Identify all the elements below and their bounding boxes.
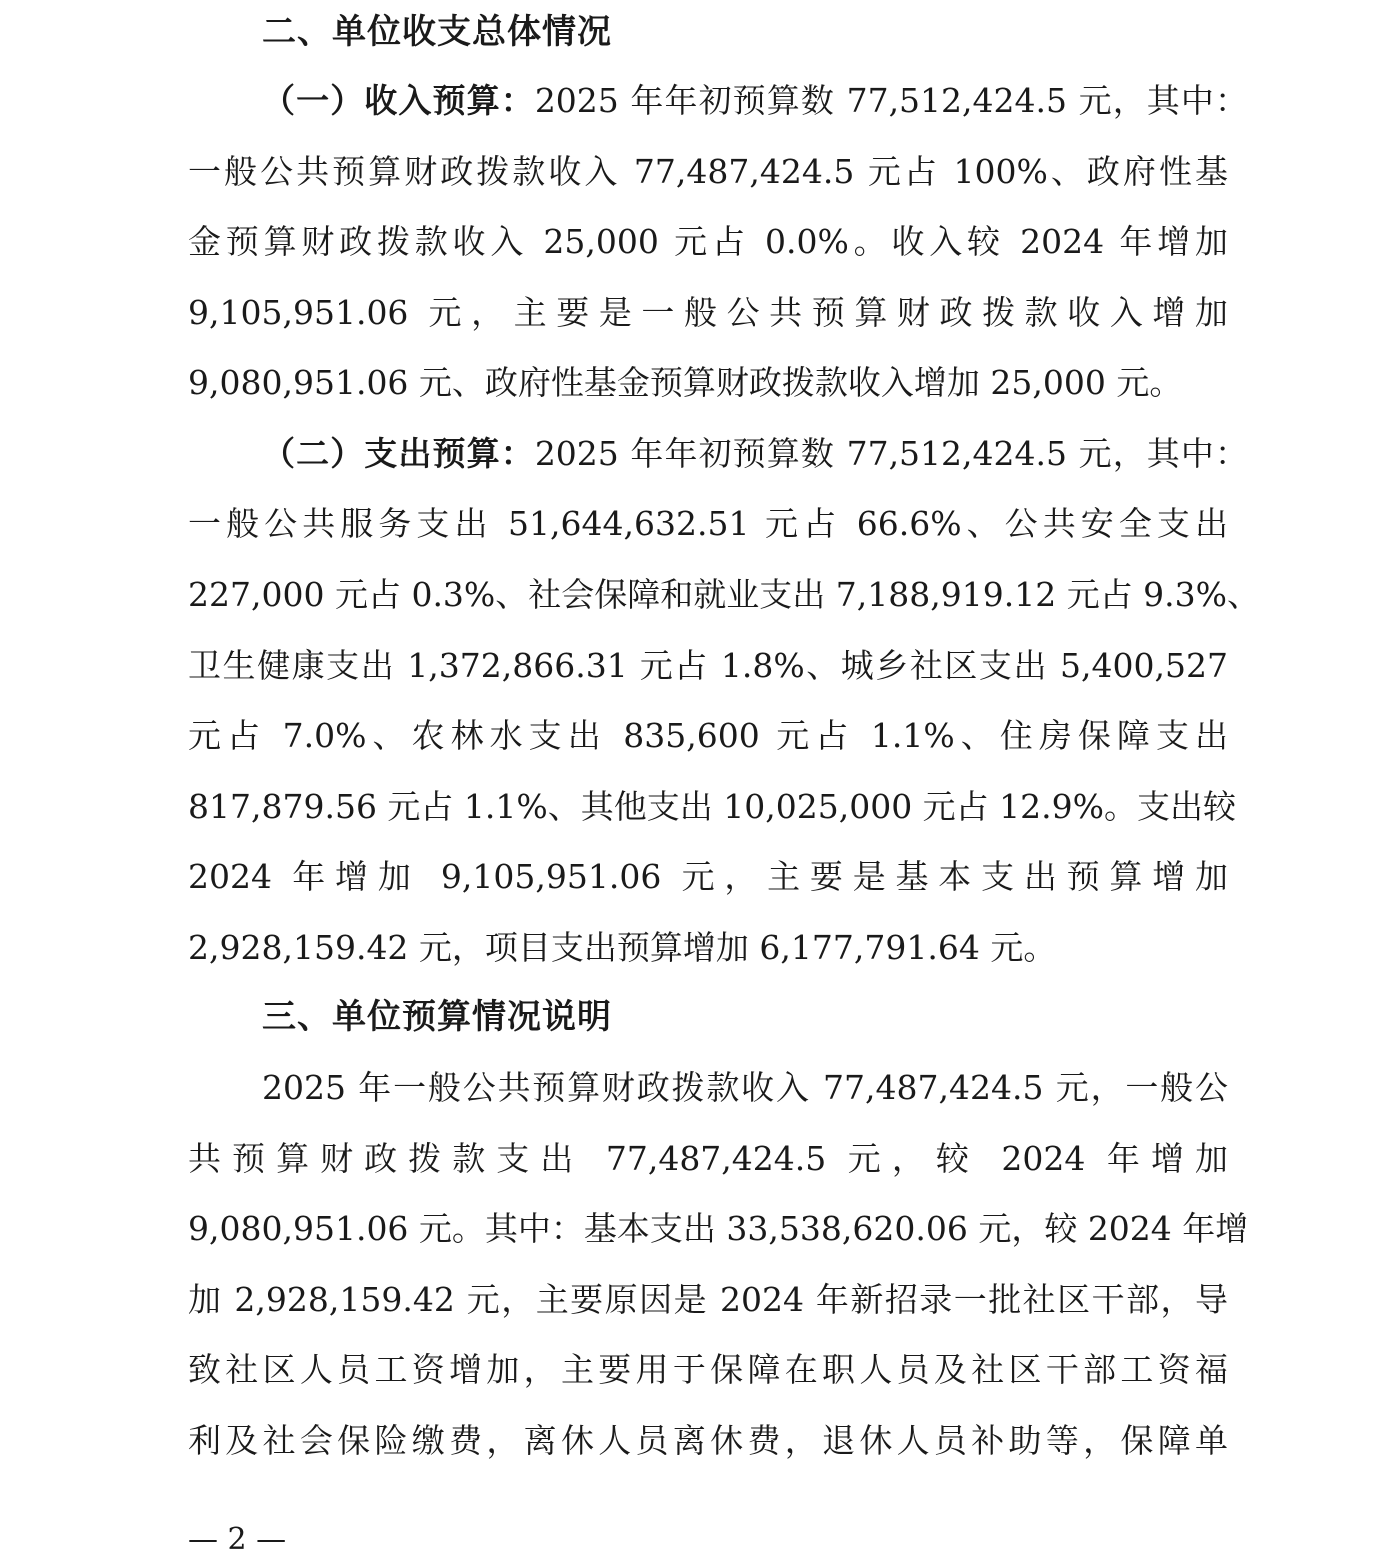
expense-paragraph-line: 一般公共服务支出 51,644,632.51 元占 66.6%、公共安全支出: [188, 504, 1228, 543]
expense-paragraph-line: 227,000 元占 0.3%、社会保障和就业支出 7,188,919.12 元占 9.3%、: [188, 575, 1261, 614]
expense-paragraph-line: 817,879.56 元占 1.1%、其他支出 10,025,000 元占 12.9%。支出较: [188, 787, 1237, 826]
budget-paragraph-line: 共预算财政拨款支出 77,487,424.5 元，较 2024 年增加: [188, 1139, 1228, 1178]
income-paragraph-line: 9,105,951.06 元，主要是一般公共预算财政拨款收入增加: [188, 293, 1228, 332]
expense-paragraph-line: [262, 433, 1248, 475]
expense-paragraph-line: 元占 7.0%、农林水支出 835,600 元占 1.1%、住房保障支出: [188, 716, 1228, 755]
budget-paragraph-line: 9,080,951.06 元。其中：基本支出 33,538,620.06 元，较 2024 年增: [188, 1209, 1249, 1248]
expense-first-text: 2025 年年初预算数 77,512,424.5 元，其中：: [534, 434, 1248, 473]
expense-paragraph-line: 卫生健康支出 1,372,866.31 元占 1.8%、城乡社区支出 5,400,527: [188, 646, 1228, 685]
expense-lead: （二）支出预算：: [262, 434, 535, 473]
section-heading-budget: 三、单位预算情况说明: [262, 997, 612, 1037]
income-first-text: 2025 年年初预算数 77,512,424.5 元，其中：: [534, 81, 1248, 120]
budget-paragraph-line: 致社区人员工资增加，主要用于保障在职人员及社区干部工资福: [188, 1350, 1228, 1389]
budget-paragraph-line: 2025 年一般公共预算财政拨款收入 77,487,424.5 元，一般公: [262, 1068, 1228, 1107]
expense-paragraph-line: 2024 年增加 9,105,951.06 元，主要是基本支出预算增加: [188, 857, 1228, 896]
income-paragraph-line: 金预算财政拨款收入 25,000 元占 0.0%。收入较 2024 年增加: [188, 222, 1228, 261]
income-paragraph-line: 9,080,951.06 元、政府性基金预算财政拨款收入增加 25,000 元。: [188, 363, 1183, 402]
expense-paragraph-line: 2,928,159.42 元，项目支出预算增加 6,177,791.64 元。: [188, 928, 1057, 967]
income-paragraph-line: [262, 80, 1248, 122]
budget-paragraph-line: 加 2,928,159.42 元，主要原因是 2024 年新招录一批社区干部，导: [188, 1280, 1228, 1319]
page-number: — 2 —: [188, 1522, 287, 1557]
income-lead: （一）收入预算：: [262, 81, 535, 120]
budget-paragraph-line: 利及社会保险缴费，离休人员离休费，退休人员补助等，保障单: [188, 1421, 1228, 1460]
section-heading-overall: 二、单位收支总体情况: [262, 12, 612, 52]
income-paragraph-line: 一般公共预算财政拨款收入 77,487,424.5 元占 100%、政府性基: [188, 152, 1228, 191]
